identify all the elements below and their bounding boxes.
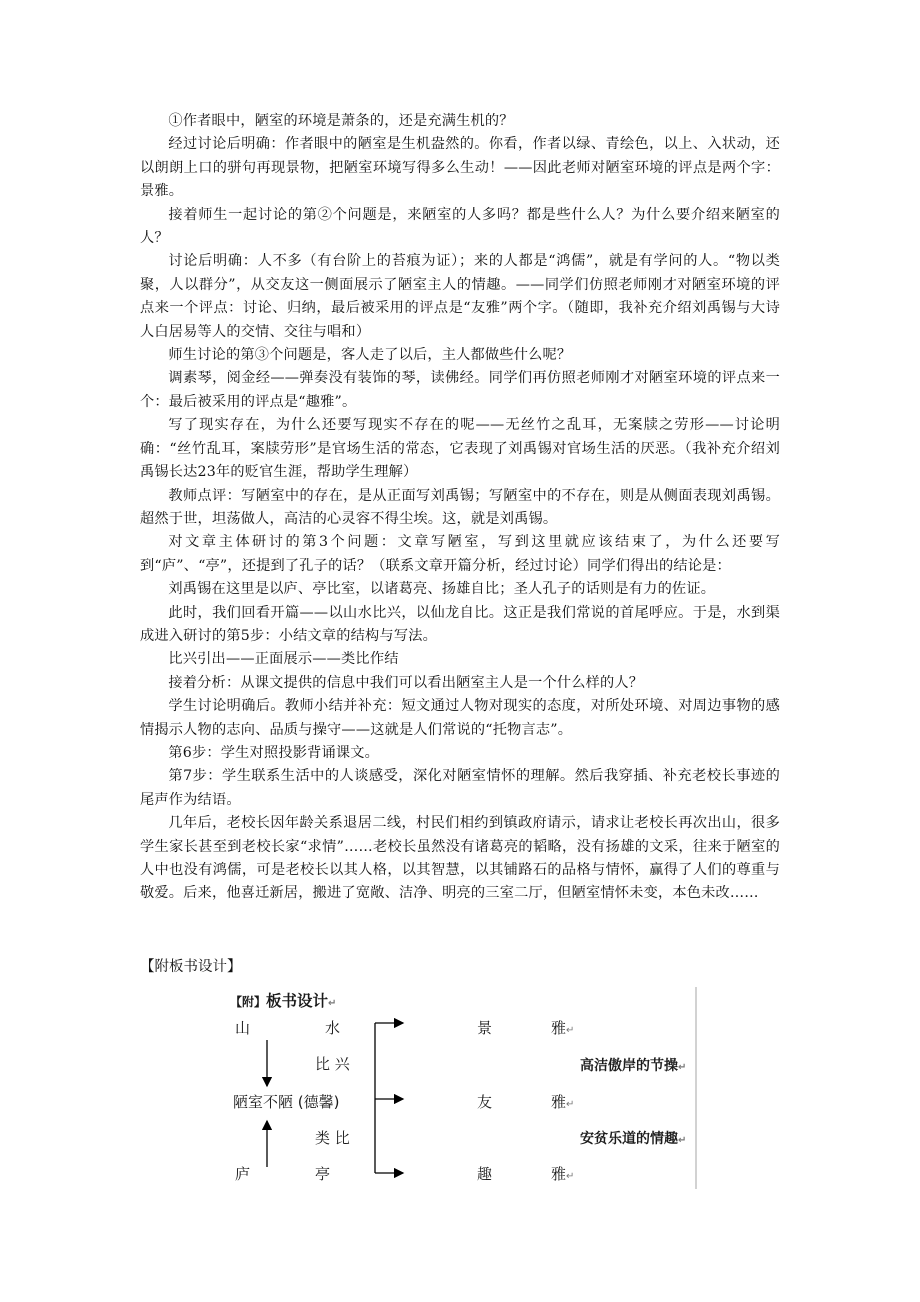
connector-leibi: 类 比 (315, 1129, 350, 1147)
word-hut: 庐 (235, 1165, 251, 1183)
board-arrows (225, 985, 697, 1191)
word-pavilion: 亭 (315, 1165, 331, 1183)
paragraph-17: 几年后，老校长因年龄关系退居二线，村民们相约到镇政府请示，请求让老校长再次出山，很多学生家长甚至到老校长家“求情”……老校长虽然没有诸葛亮的韬略，没有扬雄的文采，往来于陋室的人中也没有鸿儒，可是老校长以其人格，以其智慧，以其铺路石的品格与情怀，赢得了人们的尊重与敬爱。后来，他喜迁新居，搬进了宽敞、洁净、明亮的三室二厅，但陋室情怀未变，本色未改…… (140, 815, 780, 902)
result-interest-elegance: 雅↵ (551, 1165, 575, 1183)
paragraph-9: 对文章主体研讨的第3个问题：文章写陋室，写到这里就应该结束了，为什么还要写到“庐”、“亭”，还提到了孔子的话？（联系文章开篇分析，经过讨论）同学们得出的结论是： (140, 534, 780, 574)
quality-integrity: 高洁傲岸的节操↵ (580, 1058, 687, 1074)
board-title-text: 板书设计 (266, 992, 329, 1010)
paragraph-3: 接着师生一起讨论的第②个问题是，来陋室的人多吗？都是些什么人？为什么要介绍来陋室的人？ (140, 206, 780, 247)
paragraph-14: 学生讨论明确后。教师小结并补充：短文通过人物对现实的态度，对所处环境、对周边事物的感情揭示人物的志向、品质与操守——这就是人们常说的“托物言志”。 (140, 698, 780, 738)
result-friends: 友 (477, 1093, 493, 1111)
paragraph-5: 师生讨论的第③个问题是，客人走了以后，主人都做些什么呢？ (168, 347, 572, 364)
connector-bixing: 比 兴 (315, 1055, 350, 1073)
paragraph-10: 刘禹锡在这里是以庐、亭比室，以诸葛亮、扬雄自比；圣人孔子的话则是有力的佐证。 (168, 581, 716, 598)
paragraph-6: 调素琴，阅金经——弹奏没有装饰的琴，读佛经。同学们再仿照老师刚才对陋室环境的评点来一个：最后被采用的评点是“趣雅”。 (140, 370, 780, 410)
paragraph-8: 教师点评：写陋室中的存在，是从正面写刘禹锡；写陋室中的不存在，则是从侧面表现刘禹锡。超然于世，坦荡做人，高洁的心灵容不得尘埃。这，就是刘禹锡。 (140, 487, 780, 527)
blackboard-design (225, 985, 697, 1191)
paragraph-7: 写了现实存在，为什么还要写现实不存在的呢——无丝竹之乱耳，无案牍之劳形——讨论明确：“丝竹乱耳，案牍劳形”是官场生活的常态，它表现了刘禹锡对官场生活的厌恶。（我补充介绍刘禹锡长达23年的贬官生涯，帮助学生理解） (140, 417, 780, 481)
paragraph-12: 比兴引出——正面展示——类比作结 (168, 651, 399, 668)
paragraph-4: 讨论后明确：人不多（有台阶上的苔痕为证）；来的人都是“鸿儒”，就是有学问的人。“物以类聚，人以群分”，从交友这一侧面展示了陋室主人的情趣。——同学们仿照老师刚才对陋室环境的评点来一个评点：讨论、归纳，最后被采用的评点是“友雅”两个字。（随即，我补充介绍刘禹锡与大诗人白居易等人的交情、交往与唱和） (140, 253, 780, 340)
paragraph-16: 第7步：学生联系生活中的人谈感受，深化对陋室情怀的理解。然后我穿插、补充老校长事迹的尾声作为结语。 (140, 768, 780, 808)
paragraph-2: 经过讨论后明确：作者眼中的陋室是生机盎然的。你看，作者以绿、青绘色，以上、入状动，还以朗朗上口的骈句再现景物，把陋室环境写得多么生动！——因此老师对陋室环境的评点是两个字：景雅。 (140, 136, 780, 200)
section-title: 【附板书设计】 (140, 959, 242, 975)
lesson-body (140, 110, 780, 906)
result-interest: 趣 (477, 1165, 493, 1183)
paragraph-13: 接着分析：从课文提供的信息中我们可以看出陋室主人是一个什么样的人？ (168, 674, 644, 691)
quality-contentment: 安贫乐道的情趣↵ (580, 1131, 687, 1147)
return-mark: ↵ (328, 998, 337, 1009)
central-theme: 陋室不陋 (德馨) (233, 1093, 340, 1111)
paragraph-11: 此时，我们回看开篇——以山水比兴，以仙龙自比。这正是我们常说的首尾呼应。于是，水到渠成进入研讨的第5步：小结文章的结构与写法。 (140, 604, 780, 644)
paragraph-15: 第6步：学生对照投影背诵课文。 (168, 744, 380, 761)
result-scenery-elegance: 雅↵ (551, 1019, 575, 1037)
board-title (230, 989, 336, 1011)
result-friends-elegance: 雅↵ (551, 1093, 575, 1111)
board-tag: 【附】 (230, 995, 267, 1009)
result-scenery: 景 (477, 1019, 493, 1037)
paragraph-1: ①作者眼中，陋室的环境是萧条的，还是充满生机的？ (168, 113, 514, 129)
word-water: 水 (325, 1019, 341, 1037)
word-mountain: 山 (235, 1019, 251, 1037)
